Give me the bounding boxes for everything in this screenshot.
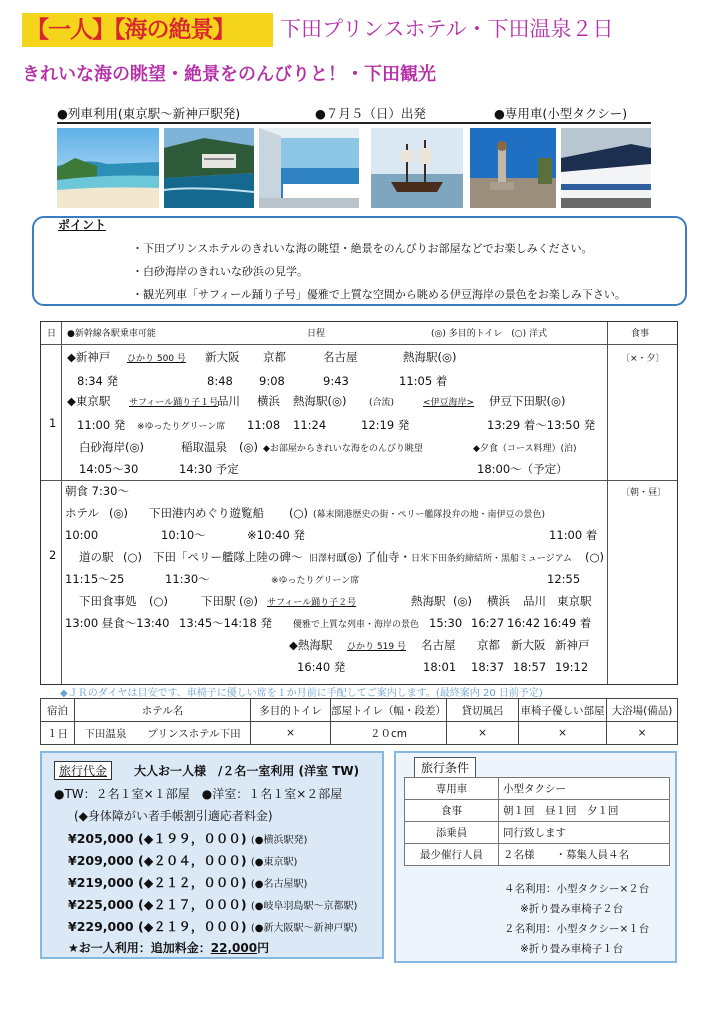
condition-note: ２名利用：小型タクシー×１台 <box>504 923 650 935</box>
train-info: ●列車利用(東京駅～新神戸駅発) <box>57 106 241 121</box>
time: 18:57 <box>513 660 547 674</box>
fee-rooms: ●TW：２名１室×１部屋 ●洋室：１名１室×２部屋 <box>54 787 343 801</box>
time: 13:45～14:18 発 <box>179 616 272 630</box>
time: 9:43 <box>323 374 349 388</box>
hotel-table <box>40 698 678 745</box>
day1-meal: 〔×・夕〕 <box>621 354 665 364</box>
header-cell: 宿泊 <box>41 699 75 722</box>
car-info: ●専用車(小型タクシー) <box>494 106 628 121</box>
scenery: <伊豆海岸> <box>423 398 475 408</box>
toilet-legend: (◎) 多目的トイレ (○) 洋式 <box>431 329 548 339</box>
price: ¥225,000 <box>68 897 134 912</box>
note: ※ゆったりグリーン席 <box>137 422 226 432</box>
stop: 新大阪 <box>205 350 240 364</box>
time: ※10:40 発 <box>247 528 305 542</box>
condition-note: ※折り畳み車椅子１台 <box>520 943 624 955</box>
time: 19:12 <box>555 660 589 674</box>
header-cell: 部屋トイレ（幅・段差） <box>331 699 447 722</box>
stop: ホテル <box>65 506 99 520</box>
conditions-table <box>404 777 670 866</box>
pirate-ship-photo <box>371 128 463 208</box>
toilet-mark: (◎) <box>109 506 129 520</box>
stop: 熱海駅(◎) <box>403 350 457 364</box>
fee-discount: (◆身体障がい者手帳割引適応者料金) <box>74 809 273 823</box>
time: 8:34 発 <box>77 374 118 388</box>
subtitle: きれいな海の眺望・絶景をのんびりと！・下田観光 <box>22 64 436 85</box>
time: 11:00 発 <box>77 418 126 432</box>
origin: (●名古屋駅) <box>250 879 308 890</box>
train-name: サフィール踊り子１号 <box>129 398 219 408</box>
point-title: ポイント <box>58 218 107 232</box>
time: 16:42 <box>507 616 541 630</box>
stop: 下田食事処 <box>79 594 137 608</box>
stop: 了仙寺・ <box>365 550 411 564</box>
origin: (●岐阜羽島駅～京都駅) <box>250 901 358 912</box>
stop: 新神戸 <box>555 638 590 652</box>
time: 9:08 <box>259 374 285 388</box>
toilet-mark: (◎) <box>343 550 363 564</box>
train-name: サフィール踊り子２号 <box>267 598 357 608</box>
single-unit: 円 <box>257 941 270 955</box>
beach-photo <box>57 128 159 208</box>
price: ¥229,000 <box>68 919 134 934</box>
day-number: 2 <box>49 548 57 562</box>
disc-price: (◆２１２，０００) <box>138 875 247 890</box>
table-row <box>405 800 670 822</box>
stop: 東京駅 <box>557 594 592 608</box>
time: 11:05 着 <box>399 374 448 388</box>
cell: × <box>518 722 606 745</box>
time: 18:37 <box>471 660 505 674</box>
stop: 名古屋 <box>323 350 358 364</box>
cell: ２名様 ・募集人員４名 <box>499 844 670 866</box>
fee-box <box>40 751 384 959</box>
header-cell: 貸切風呂 <box>446 699 518 722</box>
time: 13:00 昼食～13:40 <box>65 616 170 630</box>
time: 11:30～ <box>165 572 210 586</box>
table-row <box>405 822 670 844</box>
stop: ◆熱海駅 <box>289 638 333 652</box>
origin: (●東京駅) <box>250 857 298 868</box>
stop: 下田「ペリー艦隊上陸の碑～ <box>153 550 303 564</box>
stop: 横浜 <box>257 394 280 408</box>
toilet-mark: (○) <box>123 550 143 564</box>
stop: 稲取温泉 <box>181 440 227 454</box>
cell: 専用車 <box>405 778 499 800</box>
table-row <box>41 722 678 745</box>
point-item-1: ・下田プリンスホテルのきれいな海の眺望・絶景をのんびりお部屋などでお楽しみください。 <box>132 242 593 255</box>
cell: × <box>251 722 331 745</box>
page-title: 下田プリンスホテル・下田温泉２日 <box>280 17 614 41</box>
stop: 横浜 <box>487 594 510 608</box>
title-badge: 【一人】【海の絶景】 <box>22 13 273 47</box>
dinner: ◆夕食（コース料理）(泊) <box>473 444 577 454</box>
stop: 品川 <box>523 594 546 608</box>
time: 16:49 着 <box>543 616 592 630</box>
schedule-table <box>40 321 678 685</box>
stop: 白砂海岸(◎) <box>79 440 145 454</box>
stop: 下田駅 <box>201 594 236 608</box>
time: 15:30 <box>429 616 463 630</box>
toilet-mark: (○) <box>585 550 605 564</box>
note: ※ゆったりグリーン席 <box>271 576 360 586</box>
price: ¥219,000 <box>68 875 134 890</box>
note: 優雅で上質な列車・海岸の景色 <box>293 620 420 630</box>
note: (幕末開港歴史の街・ペリー艦隊投弁の地・南伊豆の景色) <box>313 510 546 520</box>
time: 12:55 <box>547 572 581 586</box>
time: 11:24 <box>293 418 327 432</box>
table-row <box>405 778 670 800</box>
fee-who: 大人お一人様 /２名一室利用 (洋室 TW) <box>134 764 360 778</box>
condition-note: ※折り畳み車椅子２台 <box>520 903 624 915</box>
time: 18:01 <box>423 660 457 674</box>
jr-note: ◆ＪＲのダイヤは目安です、車椅子に優しい席を１か月前に手配してご案内します。(最終案内 20 日前予定) <box>60 688 543 699</box>
cell: １日 <box>41 722 75 745</box>
time: 10:10～ <box>161 528 206 542</box>
breakfast: 朝食 7:30～ <box>65 484 129 498</box>
info-bar <box>57 104 651 124</box>
stop: 熱海駅(◎) <box>293 394 347 408</box>
toilet-mark: (◎) <box>239 594 259 608</box>
departure-date: ●７月５（日）出発 <box>315 106 426 121</box>
stop: 道の駅 <box>79 550 114 564</box>
header-cell: ホテル名 <box>75 699 251 722</box>
cell: 食事 <box>405 800 499 822</box>
price: ¥209,000 <box>68 853 134 868</box>
time: 16:40 発 <box>297 660 346 674</box>
time: 13:29 着～13:50 発 <box>487 418 596 432</box>
time: 14:05～30 <box>79 462 139 476</box>
cell: 最少催行人員 <box>405 844 499 866</box>
stop: 下田港内めぐり遊覧船 <box>149 506 264 520</box>
single-label: ★お一人利用：追加料金： <box>68 941 211 955</box>
table-header <box>41 699 678 722</box>
disc-price: (◆２１９，０００) <box>138 919 247 934</box>
stop: 品川 <box>217 394 240 408</box>
monument-photo <box>470 128 556 208</box>
note: (合流) <box>369 398 395 408</box>
time: 11:15～25 <box>65 572 125 586</box>
stop: 伊豆下田駅(◎) <box>489 394 566 408</box>
price: ¥205,000 <box>68 831 134 846</box>
col-itinerary: 日程 <box>307 329 326 339</box>
condition-note: ４名利用：小型タクシー×２台 <box>504 883 650 895</box>
train-name: ひかり 500 号 <box>127 354 186 364</box>
day-number: 1 <box>49 416 57 430</box>
header-cell: 車椅子優しい部屋 <box>518 699 606 722</box>
stop-detail: 日米下田条約締結所・黒船ミュージアム <box>411 554 573 564</box>
stop: 新大阪 <box>511 638 546 652</box>
cell: 朝１回 昼１回 夕１回 <box>499 800 670 822</box>
disc-price: (◆２１７，０００) <box>138 897 247 912</box>
cell: 添乗員 <box>405 822 499 844</box>
cell: × <box>606 722 677 745</box>
single-price: 22,000 <box>210 941 258 955</box>
table-row <box>405 844 670 866</box>
cell: 下田温泉 プリンスホテル下田 <box>75 722 251 745</box>
resort-hotel-photo <box>164 128 254 208</box>
time: 10:00 <box>65 528 99 542</box>
time: 16:27 <box>471 616 505 630</box>
disc-price: (◆２０４，０００) <box>138 853 247 868</box>
time: 8:48 <box>207 374 233 388</box>
train-name: ひかり 519 号 <box>347 642 406 652</box>
cell: × <box>446 722 518 745</box>
toilet-mark: (◎) <box>239 440 259 454</box>
origin: (●新大阪駅～新神戸駅) <box>250 923 358 934</box>
origin: (●横浜駅発) <box>250 835 308 846</box>
toilet-mark: (○) <box>149 594 169 608</box>
stop: 京都 <box>477 638 500 652</box>
toilet-mark: (◎) <box>453 594 473 608</box>
point-item-2: ・白砂海岸のきれいな砂浜の見学。 <box>132 265 308 278</box>
conditions-title: 旅行条件 <box>414 757 476 778</box>
stop: 名古屋 <box>421 638 456 652</box>
col-day: 日 <box>47 329 57 339</box>
header-cell: 大浴場(備品) <box>606 699 677 722</box>
note: ◆お部屋からきれいな海をのんびり眺望 <box>263 444 423 454</box>
time: 11:08 <box>247 418 281 432</box>
time: 18:00～（予定） <box>477 462 568 476</box>
cell: 同行致します <box>499 822 670 844</box>
header-cell: 多目的トイレ <box>251 699 331 722</box>
stop: ◆新神戸 <box>67 350 111 364</box>
stop: 京都 <box>263 350 286 364</box>
col-meal: 食事 <box>631 329 650 339</box>
toilet-mark: (○) <box>289 506 309 520</box>
shinkansen-note: ●新幹線各駅乗車可能 <box>67 329 156 339</box>
time: 12:19 発 <box>361 418 410 432</box>
point-item-3: ・観光列車「サフィール踊り子号」優雅で上質な空間から眺める伊豆海岸の景色をお楽しみ下さい。 <box>132 288 626 301</box>
fee-title: 旅行代金 <box>54 761 112 780</box>
time: 14:30 予定 <box>179 462 239 476</box>
train-photo <box>561 128 651 208</box>
disc-price: (◆１９９，０００) <box>138 831 247 846</box>
stop: 熱海駅 <box>411 594 446 608</box>
stop-detail: 旧澤村邸 <box>309 554 346 564</box>
conditions-box <box>394 751 677 963</box>
day2-meal: 〔朝・昼〕 <box>621 488 667 498</box>
ocean-view-room-photo <box>259 128 359 208</box>
cell: 小型タクシー <box>499 778 670 800</box>
stop: ◆東京駅 <box>67 394 111 408</box>
cell: ２０cm <box>331 722 447 745</box>
time: 11:00 着 <box>549 528 598 542</box>
